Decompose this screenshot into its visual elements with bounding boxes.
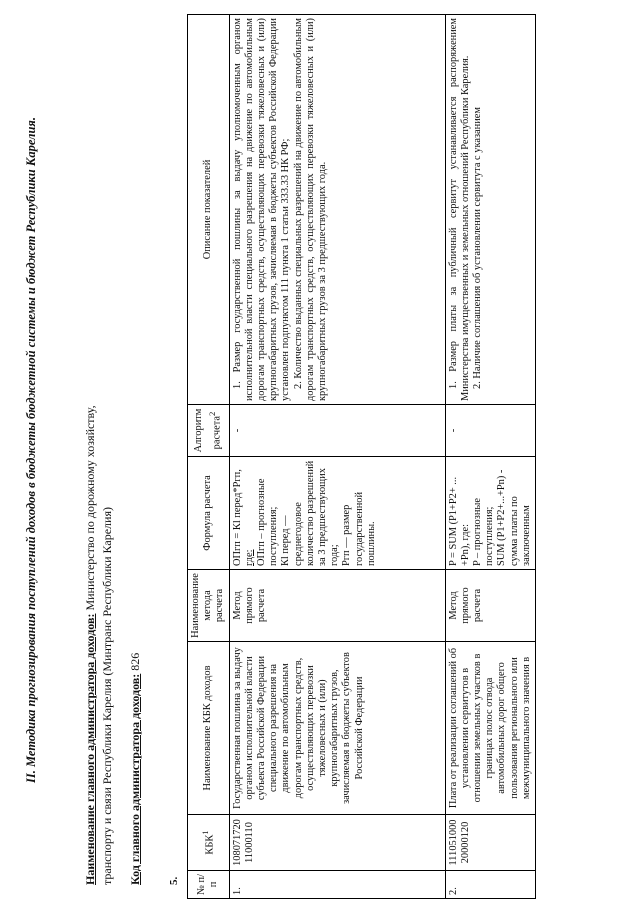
description-item: 1. Размер платы за публичный сервитут устанавливается распоряжением Министерства имущественных и земельных отношений Республики Карелия. — [447, 18, 471, 401]
description-item: 1. Размер государственной пошлины за выдачу уполномоченным органом исполнительной власти специального разрешения на движение по автомобильным дорогам транспортных средств, осуществляющих перевозки тяжеловесных и (или) крупногабаритных грузов, зачисляемая в бюджеты субъектов Российской Федерации установлен подпунктом 111 пункта 1 статьи 333.33 НК РФ; — [231, 18, 292, 401]
row-num: 1. — [229, 871, 445, 899]
row-name: Государственная пошлина за выдачу органом исполнительной власти субъекта Российской Федерации специального разрешения на движение по автомобильным дорогам транспортных средств, осуществляющих перевозки тяжеловесных и (или) крупногабаритных грузов, зачисляемая в бюджеты субъектов Российской Федерации — [229, 642, 445, 815]
description-item: 2. Количество выданных специальных разрешений на движение по автомобильным дорогам транспортных средств, осуществляющих перевозки тяжеловесных и (или) крупногабаритных грузов за 3 предшествующих года. — [292, 18, 329, 401]
table-header-row — [188, 15, 230, 899]
admin-value: Министерство по дорожному хозяйству, транспорту и связи Республики Карелия (Минтранс Республики Карелия) — [83, 405, 114, 885]
formula-line: где: — [243, 549, 255, 566]
header-description: Описание показателей — [188, 15, 230, 405]
section-number: 5. — [168, 876, 180, 885]
formula-line: SUM (P1+P2+...+Pn) - сумма платы по заключенным — [496, 469, 532, 566]
description-item: 2. Наличие соглашения об установлении сервитута с указанием — [472, 107, 484, 389]
row-num: 2. — [445, 871, 535, 899]
row-description — [229, 15, 445, 405]
row-kbk: 10807172011000110 — [229, 815, 445, 871]
row-formula — [445, 457, 535, 570]
formula-line: Кl перед — среднегодовое количество разрешений за 3 предшествующих года; — [280, 460, 341, 566]
admin-label: Наименование главного администратора доходов: — [83, 613, 97, 885]
formula-line: ОПгп – прогнозные поступления; — [256, 478, 280, 566]
code-label: Код главного администратора доходов: — [128, 673, 142, 885]
header-name: Наименование КБК доходов — [188, 642, 230, 815]
formula-line: Ргп — размер государственной пошлины. — [341, 491, 377, 566]
row-algorithm: - — [229, 405, 445, 457]
table-row — [445, 15, 535, 899]
row-kbk: 11105100020000120 — [445, 815, 535, 871]
code-line — [128, 653, 143, 885]
header-method: Наименование метода расчета — [188, 570, 230, 642]
row-formula — [229, 457, 445, 570]
header-kbk-footnote: 1 — [200, 830, 211, 835]
row-method: Метод прямого расчета — [229, 570, 445, 642]
header-kbk — [188, 815, 230, 871]
header-algorithm-footnote: 2 — [206, 411, 217, 416]
formula-line: P = SUM (P1+P2+ ... +Pn), где: — [447, 476, 471, 566]
row-description — [445, 15, 535, 405]
table-row — [229, 15, 445, 899]
header-algorithm-label: Алгоритм расчета — [193, 408, 223, 453]
row-algorithm: - — [445, 405, 535, 457]
header-algorithm — [188, 405, 230, 457]
page-title: II. Методика прогнозирования поступлений доходов в бюджеты бюджетной системы и бюджет Республики Карелия. — [24, 117, 38, 783]
header-kbk-label: КБК — [204, 834, 216, 855]
header-num: № п/п — [188, 871, 230, 899]
code-value: 826 — [128, 652, 142, 674]
row-method: Метод прямого расчета — [445, 570, 535, 642]
methodology-table — [187, 14, 536, 899]
formula-line: P – прогнозные поступления; — [472, 497, 496, 566]
header-formula: Формула расчета — [188, 457, 230, 570]
admin-line — [82, 345, 116, 885]
row-name: Плата от реализации соглашений об установлении сервитутов в отношении земельных участков в границах полос отвода автомобильных дорог общего пользования регионального или межмуниципального значения в — [445, 642, 535, 815]
formula-line: ОПгп = Кl перед*Ргп, — [231, 469, 243, 566]
